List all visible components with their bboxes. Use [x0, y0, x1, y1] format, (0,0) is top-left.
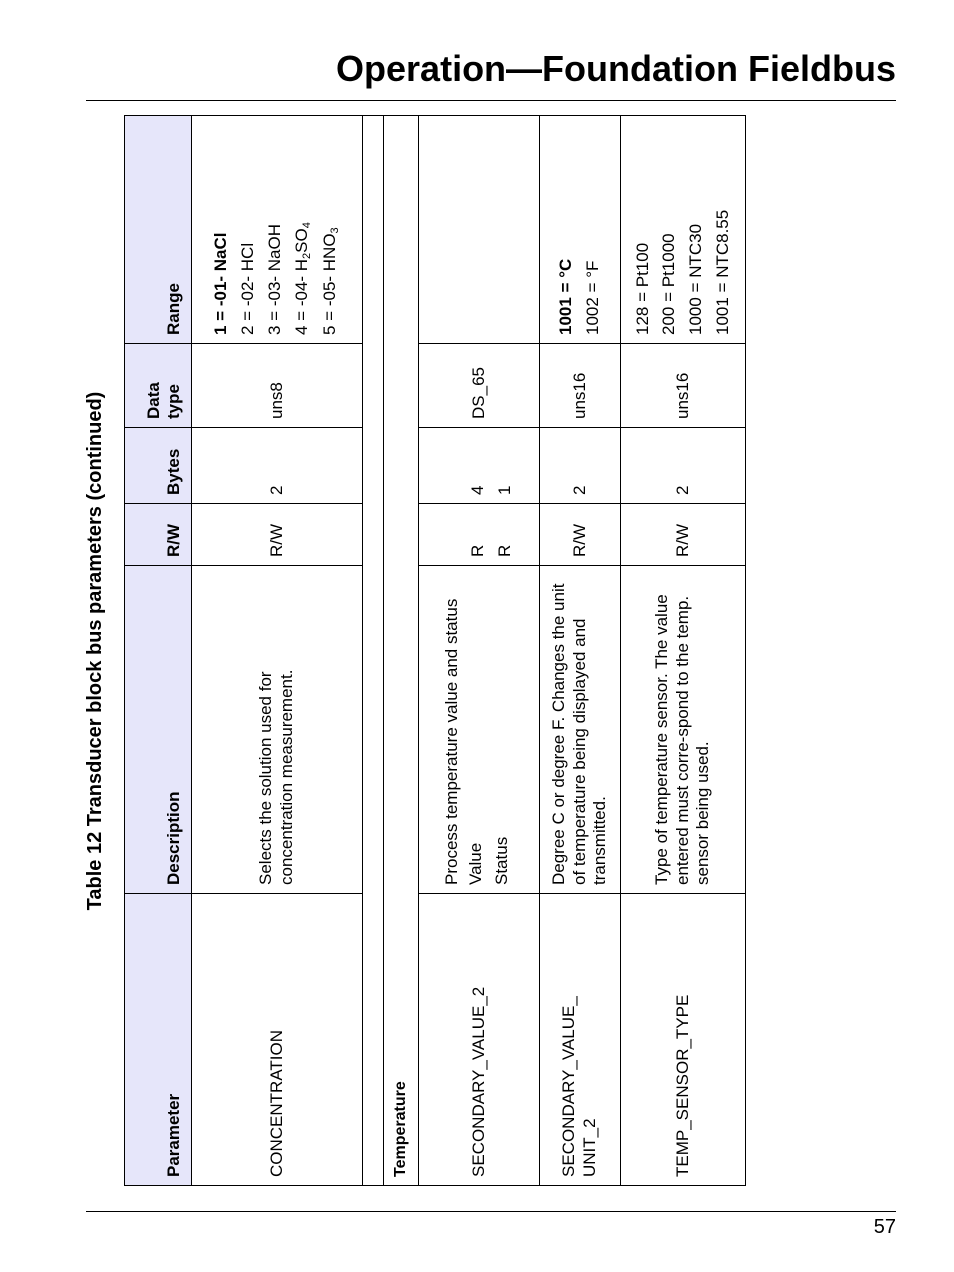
- rotated-table-area: [80, 116, 730, 1186]
- cell-description: Degree C or degree F. Changes the unit of temperature being displayed and transmitted.: [540, 566, 621, 894]
- cell-bytes: 2: [192, 428, 363, 504]
- cell-rw: R/W: [621, 504, 746, 566]
- header-rule: [86, 100, 896, 101]
- cell-range: [540, 116, 621, 344]
- cell-description: Selects the solution used for concentration measurement.: [192, 566, 363, 894]
- parameter-line1: SECONDARY_VALUE_: [559, 996, 579, 1177]
- description-sub-value: Value: [465, 842, 485, 885]
- section-label: Temperature: [384, 116, 419, 1186]
- range-option: 1001 = °C: [556, 258, 576, 335]
- cell-parameter: SECONDARY_VALUE_2: [419, 894, 540, 1186]
- range-option: 1000 = NTC30: [686, 223, 705, 335]
- header-description: Description: [125, 566, 192, 894]
- table-caption: Table 12 Transducer block bus parameters (continued): [84, 391, 106, 911]
- table-row-concentration: [192, 116, 363, 1186]
- cell-range: [192, 116, 363, 344]
- cell-range: [419, 116, 540, 344]
- header-bytes: Bytes: [125, 428, 192, 504]
- cell-parameter: [540, 894, 621, 1186]
- header-range: Range: [125, 116, 192, 344]
- cell-rw: R/W: [192, 504, 363, 566]
- footer-rule: [86, 1211, 896, 1212]
- header-data-type-line2: type: [164, 384, 184, 419]
- parameter-line2: UNIT_2: [580, 1118, 599, 1177]
- section-row-temperature: [384, 116, 419, 1186]
- cell-rw: R/W: [540, 504, 621, 566]
- header-data-type: [125, 344, 192, 428]
- cell-bytes: 2: [540, 428, 621, 504]
- range-option: 5 = -05- $HNO_3$: [320, 227, 342, 335]
- range-option: 1001 = NTC8.55: [712, 209, 732, 335]
- cell-data-type: DS_65: [419, 344, 540, 428]
- table-row-temp-sensor-type: [621, 116, 746, 1186]
- range-option: 200 = Pt1000: [659, 233, 679, 335]
- table-header-row: [125, 116, 192, 1186]
- cell-bytes: 2: [621, 428, 746, 504]
- header-data-type-line1: Data: [143, 382, 163, 419]
- bytes-value: 4: [468, 485, 488, 495]
- table-row-secondary-value-unit-2: [540, 116, 621, 1186]
- cell-parameter: TEMP_SENSOR_TYPE: [621, 894, 746, 1186]
- cell-description: Type of temperature sensor. The value entered must corre-spond to the temp. sensor being used.: [621, 566, 746, 894]
- gap-cell: [363, 116, 384, 1186]
- header-rw: R/W: [125, 504, 192, 566]
- range-option: 1 = -01- NaCl: [211, 232, 231, 335]
- description-main: Process temperature value and status: [441, 598, 461, 885]
- page-number: 57: [873, 1216, 896, 1238]
- cell-data-type: uns16: [540, 344, 621, 428]
- cell-rw: [419, 504, 540, 566]
- rw-status: R: [495, 544, 514, 557]
- table-gap-row: [363, 116, 384, 1186]
- table-row-secondary-value-2: [419, 116, 540, 1186]
- description-sub-status: Status: [492, 836, 512, 885]
- cell-bytes: [419, 428, 540, 504]
- cell-data-type: uns16: [621, 344, 746, 428]
- parameters-table: [124, 115, 746, 1186]
- bytes-status: 1: [495, 485, 514, 495]
- cell-range: [621, 116, 746, 344]
- range-option: 1002 = °F: [583, 260, 602, 335]
- range-option: 2 = -02- HCl: [238, 242, 258, 335]
- cell-data-type: uns8: [192, 344, 363, 428]
- header-parameter: Parameter: [125, 894, 192, 1186]
- cell-description: [419, 566, 540, 894]
- range-option: 128 = Pt100: [632, 242, 652, 335]
- cell-parameter: CONCENTRATION: [192, 894, 363, 1186]
- range-option: 4 = -04- $H_2SO_4$: [291, 222, 313, 335]
- range-option: 3 = -03- NaOH: [264, 223, 284, 335]
- rw-value: R: [468, 544, 488, 557]
- page-title: Operation—Foundation Fieldbus: [336, 48, 896, 89]
